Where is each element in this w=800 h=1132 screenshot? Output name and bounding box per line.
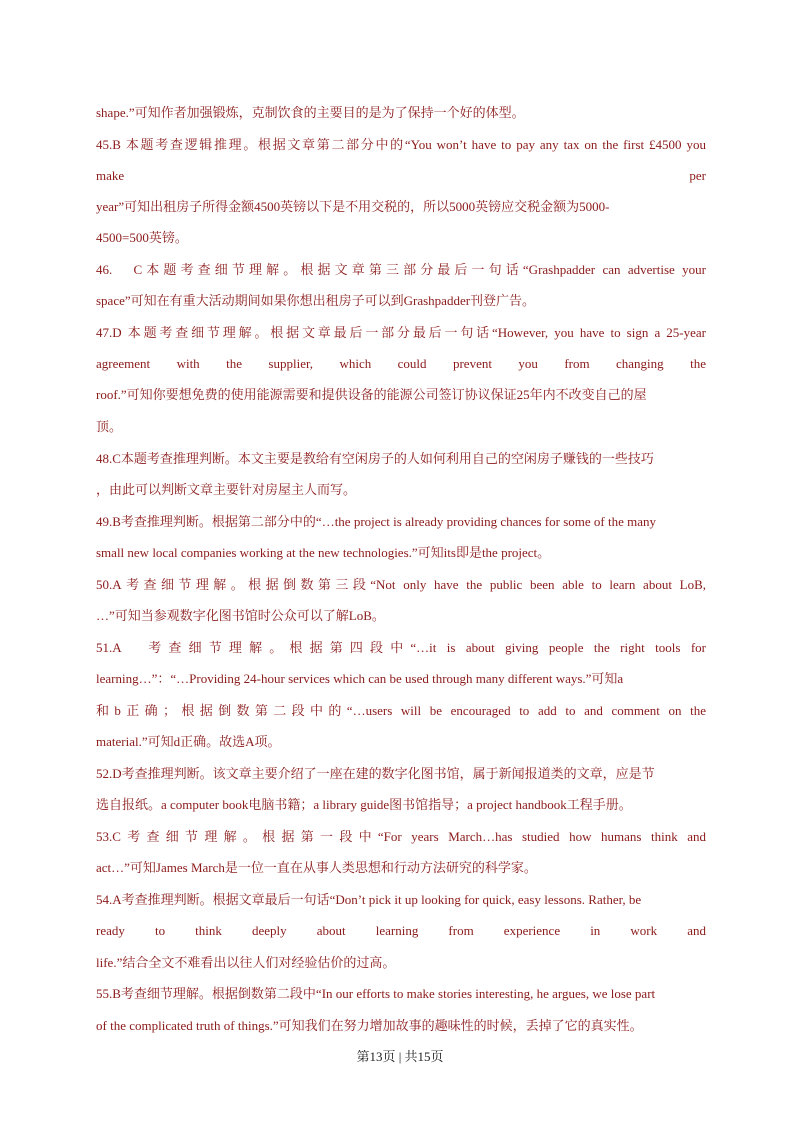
text-line: …”可知当参观数字化图书馆时公众可以了解LoB。 bbox=[96, 608, 385, 623]
text-line: 50.A考查细节理解。根据倒数第三段“Not only have the public been able to learn about LoB, bbox=[96, 577, 706, 592]
text-line: material.”可知d正确。故选A项。 bbox=[96, 734, 281, 749]
text-line: 选自报纸。a computer book电脑书籍；a library guide图书馆指导；a project handbook工程手册。 bbox=[96, 797, 632, 812]
text-line: 顶。 bbox=[96, 419, 123, 434]
text-line: agreement with the supplier, which could prevent you from changing the bbox=[96, 356, 706, 371]
text-line: make bbox=[96, 168, 125, 183]
text-line: 51.A 考查细节理解。根据第四段中“…it is about giving people the right tools for bbox=[96, 640, 706, 655]
text-line: shape.”可知作者加强锻炼，克制饮食的主要目的是为了保持一个好的体型。 bbox=[96, 105, 525, 120]
text-line: act…”可知James March是一位一直在从事人类思想和行动方法研究的科学家。 bbox=[96, 860, 537, 875]
text-line: 53.C考查细节理解。根据第一段中“For years March…has studied how humans think and bbox=[96, 829, 706, 844]
text-line: 和b正确；根据倒数第二段中的“…users will be encouraged to add to and comment on the bbox=[96, 703, 706, 718]
text-line: 49.B考查推理判断。根据第二部分中的“…the project is already providing chances for some of the many bbox=[96, 514, 656, 529]
text-line: space”可知在有重大活动期间如果你想出租房子可以到Grashpadder刊登广告。 bbox=[96, 293, 536, 308]
text-line: small new local companies working at the new technologies.”可知its即是the project。 bbox=[96, 545, 551, 560]
text-line: per bbox=[689, 168, 706, 183]
text-line: learning…”：“…Providing 24-hour services which can be used through many different ways.”可知a bbox=[96, 671, 624, 686]
text-line: year”可知出租房子所得金额4500英镑以下是不用交税的，所以5000英镑应交税金额为5000- bbox=[96, 199, 610, 214]
page-footer: 第13页 | 共15页 bbox=[356, 1049, 444, 1064]
text-line: 54.A考查推理判断。根据文章最后一句话“Don’t pick it up looking for quick, easy lessons. Rather, be bbox=[96, 892, 642, 907]
text-line: ，由此可以判断文章主要针对房屋主人而写。 bbox=[96, 482, 357, 497]
text-line: of the complicated truth of things.”可知我们在努力增加故事的趣味性的时候，丢掉了它的真实性。 bbox=[96, 1018, 643, 1033]
text-line: 48.C本题考查推理判断。本文主要是教给有空闲房子的人如何利用自己的空闲房子赚钱的一些技巧 bbox=[96, 451, 654, 466]
text-line: 4500=500英镑。 bbox=[96, 230, 188, 245]
text-line: ready to think deeply about learning from experience in work and bbox=[96, 923, 706, 938]
text-line: life.”结合全文不难看出以往人们对经验估价的过高。 bbox=[96, 955, 396, 970]
text-line: 47.D 本题考查细节理解。根据文章最后一部分最后一句话“However, you have to sign a 25-year bbox=[96, 325, 706, 340]
text-line: 46. C本题考查细节理解。根据文章第三部分最后一句话“Grashpadder can advertise your bbox=[96, 262, 706, 277]
text-line: 45.B 本题考查逻辑推理。根据文章第二部分中的“You won’t have to pay any tax on the first £4500 you bbox=[96, 137, 706, 152]
text-line: 52.D考查推理判断。该文章主要介绍了一座在建的数字化图书馆，属于新闻报道类的文章，应是节 bbox=[96, 766, 655, 781]
text-line: roof.”可知你要想免费的使用能源需要和提供设备的能源公司签订协议保证25年内不改变自己的屋 bbox=[96, 387, 647, 402]
text-line: 55.B考查细节理解。根据倒数第二段中“In our efforts to make stories interesting, he argues, we lose part bbox=[96, 986, 656, 1001]
